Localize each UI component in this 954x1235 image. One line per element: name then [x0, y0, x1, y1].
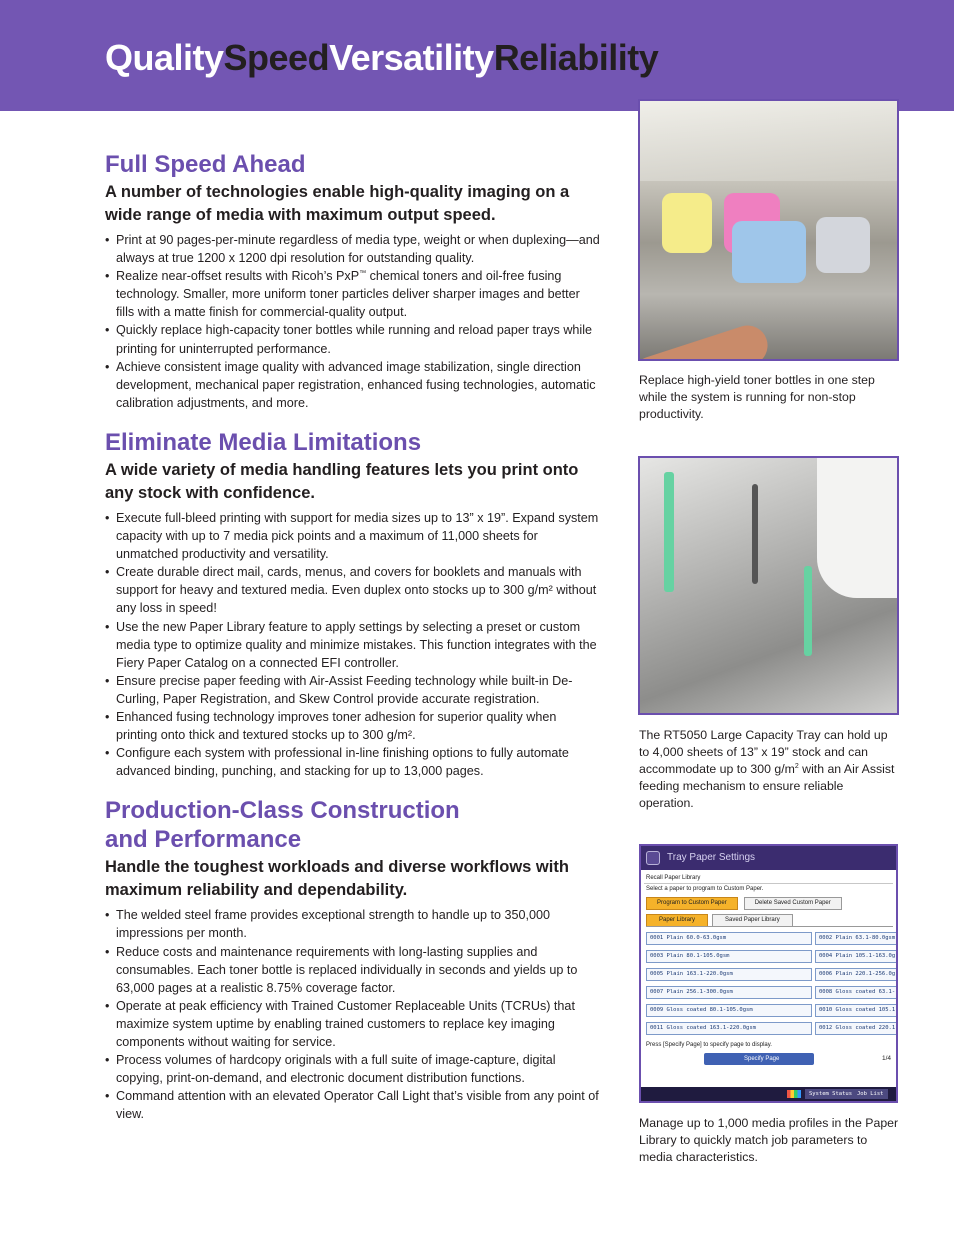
- section-production-class: [105, 796, 600, 1123]
- specify-note: Press [Specify Page] to specify page to display.: [646, 1042, 772, 1048]
- page-title: [105, 36, 658, 80]
- bullet-item: • Configure each system with professional in-line finishing options to fully automate advanced binding, punching, and stacking for up to 13,000 pages.: [105, 744, 600, 780]
- hand: [638, 320, 773, 361]
- title-speed: Speed: [223, 37, 330, 78]
- bullet-item: • The welded steel frame provides exceptional strength to handle up to 350,000 impressions per month.: [105, 906, 600, 942]
- bullet-item: • Execute full-bleed printing with support for media sizes up to 13” x 19”. Expand system capacity with up to 7 media pick points and a maximum of 11,000 sheets for unmatched productivity and versatility.: [105, 509, 600, 563]
- tray-caption: The RT5050 Large Capacity Tray can hold up to 4,000 sheets of 13” x 19” stock and can accommodate up to 300 $g/m^2$ with an Air Assist feeding mechanism to ensure reliable operation.: [639, 728, 895, 810]
- screen-body: [641, 870, 896, 1070]
- tray-photo: [638, 456, 899, 715]
- screen-header: [641, 846, 896, 870]
- bullet-item: • Print at 90 pages-per-minute regardless of media type, weight or when duplexing—and always at true 1200 x 1200 dpi resolution for outstanding quality.: [105, 231, 600, 267]
- tray-icon: [646, 851, 660, 865]
- screen-footer: [641, 1087, 896, 1101]
- paper-item[interactable]: 0008 Gloss coated 63.1-: [815, 986, 898, 999]
- section-subtitle: A number of technologies enable high-quality imaging on a wide range of media with maximum output speed.: [105, 183, 570, 224]
- bullet-item: • Process volumes of hardcopy originals with a full suite of image-capture, digital copying, print-on-demand, and electronic document distribution functions.: [105, 1051, 600, 1087]
- paper-item[interactable]: 0004 Plain 105.1-163.0g: [815, 950, 898, 963]
- section-full-speed: [105, 150, 600, 412]
- bullet-item: • Enhanced fusing technology improves toner adhesion for superior quality when printing onto thick and textured stocks up to 300 g/m².: [105, 708, 600, 744]
- bullet-item: • Use the new Paper Library feature to apply settings by selecting a preset or custom media type to optimize quality and minimize mistakes. This function integrates with the Fiery Paper Catalog on a connected EFI controller.: [105, 618, 600, 672]
- job-list-button[interactable]: Job List: [853, 1089, 888, 1099]
- paper-item[interactable]: 0003 Plain 80.1-105.0gsm: [646, 950, 812, 963]
- paper-item[interactable]: 0010 Gloss coated 105.1: [815, 1004, 898, 1017]
- delete-custom-paper-button[interactable]: Delete Saved Custom Paper: [744, 897, 842, 910]
- library-caption: Manage up to 1,000 media profiles in the Paper Library to quickly match job parameters to media characteristics.: [639, 1116, 899, 1164]
- paper-item[interactable]: 0009 Gloss coated 80.1-105.0gsm: [646, 1004, 812, 1017]
- instruction-label: Select a paper to program to Custom Paper.: [646, 886, 764, 892]
- yellow-toner-bottle: [662, 193, 712, 253]
- paper-library-screen: [639, 844, 898, 1103]
- operator-sleeve: [817, 458, 899, 598]
- paper-item[interactable]: 0012 Gloss coated 220.1: [815, 1022, 898, 1035]
- screen-title: Tray Paper Settings: [667, 852, 756, 863]
- paper-item[interactable]: 0001 Plain 60.0-63.0gsm: [646, 932, 812, 945]
- bullet-list: [105, 509, 600, 780]
- paper-item[interactable]: 0006 Plain 220.1-256.0g: [815, 968, 898, 981]
- library-tabs: [646, 914, 893, 927]
- tray-handle: [752, 484, 758, 584]
- section-title: Full Speed Ahead: [105, 151, 306, 178]
- page-indicator: 1/4: [881, 1055, 891, 1062]
- bullet-item: • Ensure precise paper feeding with Air-Assist Feeding technology while built-in De-Curling, Paper Registration, and Skew Control provide accurate registration.: [105, 672, 600, 708]
- bullet-item: • Realize near-offset results with Ricoh’s PxP™ chemical toners and oil-free fusing technology. Smaller, more uniform toner particles deliver sharper images and better fills with a matte finish for commercial-quality output.: [105, 267, 600, 321]
- paper-item[interactable]: 0002 Plain 63.1-80.0gsm: [815, 932, 898, 945]
- section-subtitle: Handle the toughest workloads and diverse workflows with maximum reliability and dependability.: [105, 858, 569, 900]
- bullet-item: • Command attention with an elevated Operator Call Light that’s visible from any point of view.: [105, 1087, 600, 1123]
- tray-guide: [664, 472, 674, 592]
- paper-grid: [646, 932, 896, 1035]
- status-lights-icon: [787, 1090, 801, 1098]
- printer-lid: [640, 101, 897, 181]
- bullet-item: • Reduce costs and maintenance requirements with long-lasting supplies and consumables. Each toner bottle is replaced individually in seconds and yields up to 63,000 pages at a realistic 8.75% coverage factor.: [105, 943, 600, 997]
- paper-item[interactable]: 0005 Plain 163.1-220.0gsm: [646, 968, 812, 981]
- section-title: Production-Class Construction and Performance: [105, 797, 460, 854]
- paper-item[interactable]: 0011 Gloss coated 163.1-220.0gsm: [646, 1022, 812, 1035]
- tray-guide: [804, 566, 812, 656]
- toner-photo: [638, 99, 899, 361]
- section-media-limitations: [105, 428, 600, 780]
- bullet-item: • Achieve consistent image quality with advanced image stabilization, single direction development, mechanical paper registration, enhanced fusing technologies, automatic calibration adjustments, and more.: [105, 358, 600, 412]
- bullet-list: [105, 231, 600, 412]
- section-title: Eliminate Media Limitations: [105, 428, 422, 456]
- system-status-button[interactable]: System Status: [805, 1089, 856, 1099]
- specify-page-button[interactable]: Specify Page: [704, 1053, 814, 1065]
- header-banner: [0, 0, 954, 111]
- section-subtitle: A wide variety of media handling features lets you print onto any stock with confidence.: [105, 460, 579, 502]
- recall-label: Recall Paper Library: [644, 873, 893, 884]
- title-versatility: Versatility: [329, 37, 494, 78]
- title-quality: Quality: [105, 37, 224, 78]
- tab-paper-library[interactable]: Paper Library: [646, 914, 708, 926]
- action-buttons: [646, 897, 893, 910]
- main-column: [105, 150, 600, 1139]
- tab-saved-paper-library[interactable]: Saved Paper Library: [712, 914, 793, 926]
- bullet-list: [105, 906, 600, 1123]
- paper-item[interactable]: 0007 Plain 256.1-300.0gsm: [646, 986, 812, 999]
- pager-row: [644, 1053, 893, 1067]
- toner-caption: Replace high-yield toner bottles in one step while the system is running for non-stop productivity.: [639, 373, 875, 421]
- program-custom-paper-button[interactable]: Program to Custom Paper: [646, 897, 738, 910]
- bullet-item: • Quickly replace high-capacity toner bottles while running and reload paper trays while printing for uninterrupted performance.: [105, 321, 600, 357]
- black-toner-bottle: [816, 217, 870, 273]
- bullet-item: • Operate at peak efficiency with Trained Customer Replaceable Units (TCRUs) that maximize system uptime by enabling trained customers to replace key imaging components without waiting for service.: [105, 997, 600, 1051]
- cyan-toner-bottle: [732, 221, 806, 283]
- title-reliability: Reliability: [493, 37, 659, 78]
- bullet-item: • Create durable direct mail, cards, menus, and covers for booklets and manuals with support for heavy and textured media. Even duplex onto stocks up to 300 g/m² without any loss in speed!: [105, 563, 600, 617]
